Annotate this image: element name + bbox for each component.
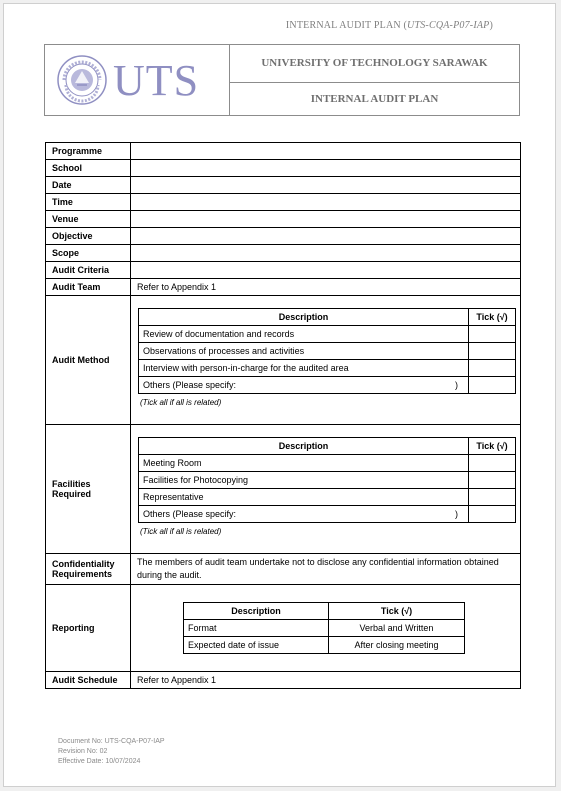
col-description: Description bbox=[184, 603, 329, 620]
scope-value[interactable] bbox=[131, 245, 521, 262]
label-audit-team: Audit Team bbox=[46, 279, 131, 296]
document-number: Document No: UTS-CQA-P07-IAP bbox=[58, 738, 165, 745]
date-value[interactable] bbox=[131, 177, 521, 194]
effective-date: Effective Date: 10/07/2024 bbox=[58, 758, 141, 765]
page-header: INTERNAL AUDIT PLAN (UTS-CQA-P07-IAP) bbox=[285, 20, 493, 31]
label-date: Date bbox=[46, 177, 131, 194]
doc-code: UTS-CQA-P07-IAP bbox=[407, 20, 490, 31]
label-facilities-required: Facilities Required bbox=[46, 425, 131, 554]
audit-criteria-value[interactable] bbox=[131, 262, 521, 279]
method-row: Review of documentation and records bbox=[139, 326, 469, 343]
document-footer bbox=[58, 737, 165, 767]
confidentiality-text: The members of audit team undertake not to disclose any confidential information obtained during the audit. bbox=[131, 554, 521, 585]
facility-row: Facilities for Photocopying bbox=[139, 472, 469, 489]
label-school: School bbox=[46, 160, 131, 177]
facility-tick-box[interactable] bbox=[469, 472, 516, 489]
facility-row: Representative bbox=[139, 489, 469, 506]
label-confidentiality: Confidentiality Requirements bbox=[46, 554, 131, 585]
audit-team-value: Refer to Appendix 1 bbox=[131, 279, 521, 296]
tick-note: (Tick all if all is related) bbox=[140, 527, 222, 536]
venue-value[interactable] bbox=[131, 211, 521, 228]
university-name: UNIVERSITY OF TECHNOLOGY SARAWAK bbox=[230, 45, 520, 83]
reporting-table bbox=[183, 602, 465, 654]
method-tick-box[interactable] bbox=[469, 343, 516, 360]
label-audit-schedule: Audit Schedule bbox=[46, 672, 131, 689]
label-time: Time bbox=[46, 194, 131, 211]
label-reporting: Reporting bbox=[46, 585, 131, 672]
facility-row-others: Others (Please specify: ) bbox=[139, 506, 469, 523]
method-row: Observations of processes and activities bbox=[139, 343, 469, 360]
method-tick-box[interactable] bbox=[469, 377, 516, 394]
facility-tick-box[interactable] bbox=[469, 455, 516, 472]
revision-number: Revision No: 02 bbox=[58, 748, 108, 755]
reporting-row-value: Verbal and Written bbox=[329, 620, 465, 637]
audit-plan-table bbox=[45, 142, 521, 689]
label-audit-method: Audit Method bbox=[46, 296, 131, 425]
method-tick-box[interactable] bbox=[469, 326, 516, 343]
school-value[interactable] bbox=[131, 160, 521, 177]
reporting-row-desc: Format bbox=[184, 620, 329, 637]
facility-tick-box[interactable] bbox=[469, 489, 516, 506]
objective-value[interactable] bbox=[131, 228, 521, 245]
label-programme: Programme bbox=[46, 143, 131, 160]
uts-logotype: UTS bbox=[113, 55, 200, 105]
method-row-others: Others (Please specify: ) bbox=[139, 377, 469, 394]
university-seal-icon bbox=[57, 55, 107, 105]
audit-method-table bbox=[138, 308, 516, 394]
audit-schedule-value: Refer to Appendix 1 bbox=[131, 672, 521, 689]
document-title: INTERNAL AUDIT PLAN bbox=[230, 82, 520, 115]
title-block bbox=[44, 44, 520, 116]
col-tick: Tick (√) bbox=[329, 603, 465, 620]
tick-note: (Tick all if all is related) bbox=[140, 398, 222, 407]
label-scope: Scope bbox=[46, 245, 131, 262]
reporting-row-desc: Expected date of issue bbox=[184, 637, 329, 654]
method-row: Interview with person-in-charge for the audited area bbox=[139, 360, 469, 377]
facility-row: Meeting Room bbox=[139, 455, 469, 472]
programme-value[interactable] bbox=[131, 143, 521, 160]
col-tick: Tick (√) bbox=[469, 309, 516, 326]
logo-cell bbox=[45, 45, 230, 116]
reporting-row-value: After closing meeting bbox=[329, 637, 465, 654]
label-objective: Objective bbox=[46, 228, 131, 245]
document-page bbox=[3, 3, 556, 787]
label-venue: Venue bbox=[46, 211, 131, 228]
col-description: Description bbox=[139, 438, 469, 455]
col-description: Description bbox=[139, 309, 469, 326]
label-audit-criteria: Audit Criteria bbox=[46, 262, 131, 279]
facilities-table bbox=[138, 437, 516, 523]
method-tick-box[interactable] bbox=[469, 360, 516, 377]
time-value[interactable] bbox=[131, 194, 521, 211]
col-tick: Tick (√) bbox=[469, 438, 516, 455]
facility-tick-box[interactable] bbox=[469, 506, 516, 523]
